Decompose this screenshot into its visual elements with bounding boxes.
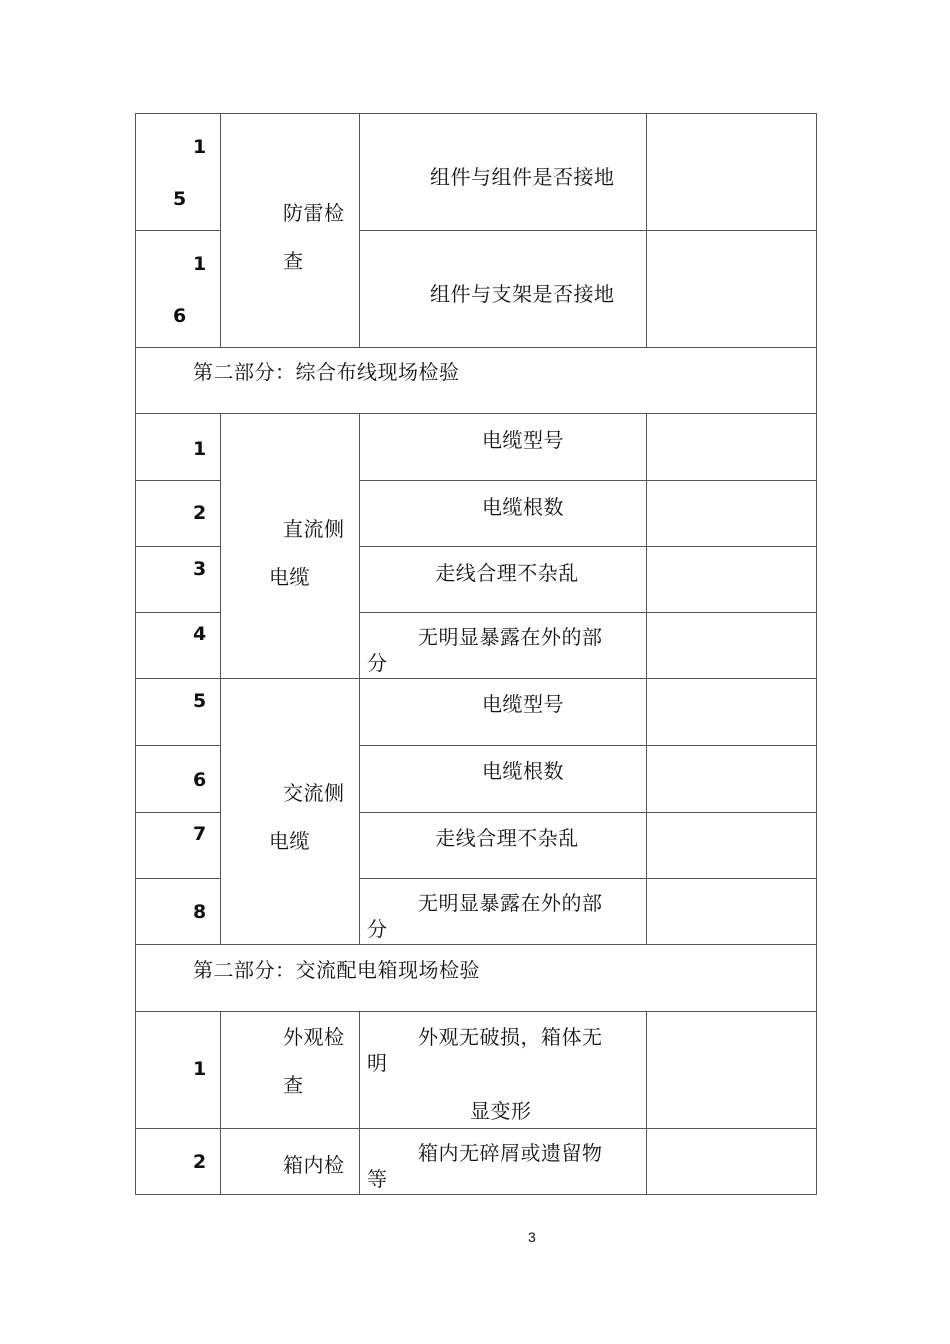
group-label-line2: 电缆 [269,565,310,589]
row-number-top: 1 [193,136,207,158]
item-text: 组件与组件是否接地 [430,165,615,189]
result-cell[interactable] [647,879,817,945]
table-row [136,1129,817,1195]
item-text-line1: 无明显暴露在外的部 [418,625,603,649]
row-number: 1 [193,1058,207,1080]
item-text-line2: 分 [367,917,388,941]
row-number-cell [136,547,221,613]
row-number-cell [136,1012,221,1129]
item-cell [360,1129,647,1195]
row-number-cell [136,879,221,945]
row-number-cell [136,813,221,879]
item-text: 电缆根数 [482,495,564,519]
result-cell[interactable] [647,547,817,613]
result-cell[interactable] [647,1012,817,1129]
item-text-line1: 外观无破损，箱体无 [418,1025,603,1049]
group-label-line1: 交流侧 [283,781,345,805]
item-text-line2: 分 [367,651,388,675]
item-cell [360,481,647,547]
row-number: 2 [193,502,207,524]
item-cell [360,114,647,231]
group-cell-dc-cable [221,414,360,679]
item-text: 电缆根数 [482,759,564,783]
row-number-top: 1 [193,253,207,275]
result-cell[interactable] [647,746,817,813]
item-cell [360,1012,647,1129]
item-text-line3: 显变形 [470,1099,532,1123]
section-header-cell [136,348,817,414]
section-title: 第二部分：交流配电箱现场检验 [193,958,480,982]
item-cell [360,879,647,945]
group-label-line1: 箱内检 [283,1153,345,1177]
row-number-cell [136,481,221,547]
table-row [136,114,817,231]
item-text: 电缆型号 [482,428,564,452]
row-number-cell [136,613,221,679]
item-cell [360,746,647,813]
row-number: 7 [193,823,207,845]
item-cell [360,547,647,613]
row-number-cell [136,679,221,746]
group-label-line1: 直流侧 [283,517,345,541]
section-header-row [136,945,817,1012]
table-row [136,414,817,481]
group-label-line2: 查 [283,249,304,273]
group-label-line2: 查 [283,1073,304,1097]
row-number-cell [136,231,221,348]
row-number: 6 [193,769,207,791]
result-cell[interactable] [647,613,817,679]
section-header-row [136,348,817,414]
group-cell-lightning [221,114,360,348]
result-cell[interactable] [647,1129,817,1195]
row-number: 2 [193,1151,207,1173]
row-number-cell [136,746,221,813]
section-title: 第二部分：综合布线现场检验 [193,360,460,384]
group-label-line2: 电缆 [269,829,310,853]
result-cell[interactable] [647,481,817,547]
row-number-cell [136,414,221,481]
item-text-line1: 无明显暴露在外的部 [418,891,603,915]
inspection-table [135,113,817,1195]
group-cell-inside [221,1129,360,1195]
result-cell[interactable] [647,679,817,746]
row-number: 5 [193,690,207,712]
item-text-line2: 明 [367,1051,388,1075]
row-number-cell [136,114,221,231]
item-text: 电缆型号 [482,692,564,716]
group-label-line1: 防雷检 [283,201,345,225]
row-number-cell [136,1129,221,1195]
item-cell [360,414,647,481]
item-cell [360,679,647,746]
item-cell [360,231,647,348]
item-text-line1: 箱内无碎屑或遗留物 [418,1141,603,1165]
item-text-line2: 等 [367,1167,388,1191]
item-cell [360,613,647,679]
group-cell-ac-cable [221,679,360,945]
row-number-bottom: 6 [173,305,187,327]
row-number: 8 [193,901,207,923]
item-text: 组件与支架是否接地 [430,282,615,306]
row-number: 3 [193,558,207,580]
row-number: 4 [193,623,207,645]
result-cell[interactable] [647,114,817,231]
row-number-bottom: 5 [173,188,187,210]
result-cell[interactable] [647,231,817,348]
item-text: 走线合理不杂乱 [435,826,579,850]
group-label-line1: 外观检 [283,1025,345,1049]
group-cell-appearance [221,1012,360,1129]
page-number: 3 [528,1229,536,1245]
item-text: 走线合理不杂乱 [435,561,579,585]
section-header-cell [136,945,817,1012]
result-cell[interactable] [647,414,817,481]
row-number: 1 [193,438,207,460]
table-row [136,1012,817,1129]
table-row [136,679,817,746]
item-cell [360,813,647,879]
result-cell[interactable] [647,813,817,879]
